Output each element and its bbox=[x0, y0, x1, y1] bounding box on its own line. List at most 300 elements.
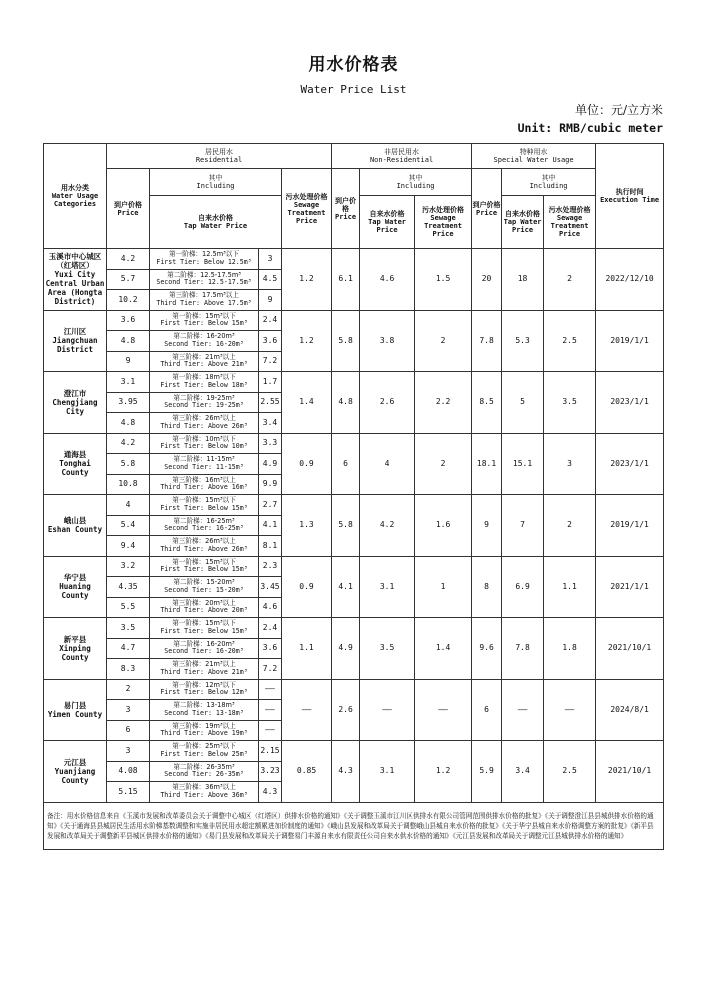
special-tap-header-en: Tap Water Price bbox=[503, 218, 542, 234]
special-tap-price: 7.8 bbox=[502, 618, 544, 680]
res-sewage-header bbox=[282, 169, 332, 249]
tier-range bbox=[150, 700, 259, 721]
nonres-sewage-price: 1.6 bbox=[415, 495, 472, 557]
tier-price: 2 bbox=[107, 679, 150, 700]
tier-price: 3.1 bbox=[107, 372, 150, 393]
nonres-price: 2.6 bbox=[332, 679, 360, 741]
tier-range bbox=[150, 659, 259, 680]
tier-range-en: Third Tier: Above 17.5m³ bbox=[156, 298, 252, 307]
tier-price: 3.95 bbox=[107, 392, 150, 413]
tier-range bbox=[150, 761, 259, 782]
special-sewage-price: 2 bbox=[544, 249, 596, 311]
nonres-price: 5.8 bbox=[332, 310, 360, 372]
tier-range-en: First Tier: Below 10m³ bbox=[160, 442, 248, 451]
tier-range-en: Third Tier: Above 20m³ bbox=[160, 606, 248, 615]
special-tap-price: —— bbox=[502, 679, 544, 741]
tier-tap-price: 8.1 bbox=[259, 536, 282, 557]
tier-tap-price: 1.7 bbox=[259, 372, 282, 393]
tier-range-cn: 第一阶梯：15m³以下 bbox=[172, 496, 236, 505]
special-including-header-cn: 其中 bbox=[541, 174, 556, 182]
region-name-cn: 通海县 bbox=[63, 450, 87, 460]
special-sewage-price: 2 bbox=[544, 495, 596, 557]
tier-tap-price: 9.9 bbox=[259, 474, 282, 495]
page-subtitle: Water Price List bbox=[300, 83, 407, 96]
nonres-tap-price: 3.1 bbox=[360, 556, 415, 618]
region-name-en: Yimen County bbox=[47, 709, 103, 719]
tier-range-cn: 第二阶梯：12.5-17.5m³ bbox=[167, 270, 241, 279]
special-sewage-price: —— bbox=[544, 679, 596, 741]
special-header-en: Special Water Usage bbox=[493, 156, 574, 164]
tier-range bbox=[150, 331, 259, 352]
region-name bbox=[44, 433, 107, 495]
special-price-header-en: Price bbox=[476, 208, 498, 217]
special-tap-price: 5.3 bbox=[502, 310, 544, 372]
tier-range bbox=[150, 741, 259, 762]
nonresidential-header bbox=[332, 144, 472, 169]
tier-price: 3.2 bbox=[107, 556, 150, 577]
nonres-sewage-price: 2 bbox=[415, 433, 472, 495]
region-name-en: Yuanjiang County bbox=[54, 766, 96, 785]
region-name-en: Yuxi City Central Urban Area (Hongta District) bbox=[45, 270, 105, 307]
tier-price: 10.2 bbox=[107, 290, 150, 311]
tier-range-cn: 第三阶梯：26m³以上 bbox=[172, 414, 236, 423]
res-price-header bbox=[107, 169, 150, 249]
region-name-cn: 新平县 bbox=[63, 634, 87, 644]
execution-time: 2023/1/1 bbox=[596, 433, 664, 495]
special-tap-header-cn: 自来水价格 bbox=[505, 210, 541, 218]
nonres-sewage-price: 2 bbox=[415, 310, 472, 372]
tier-tap-price: 3.4 bbox=[259, 413, 282, 434]
special-price: 6 bbox=[472, 679, 502, 741]
special-price: 8 bbox=[472, 556, 502, 618]
tier-range bbox=[150, 290, 259, 311]
region-name bbox=[44, 372, 107, 434]
nonres-price: 4.9 bbox=[332, 618, 360, 680]
tier-range-cn: 第二阶梯：16-25m³ bbox=[173, 516, 235, 525]
execution-time-header bbox=[596, 144, 664, 249]
tier-range-en: First Tier: Below 15m³ bbox=[160, 565, 248, 574]
tier-price: 9 bbox=[107, 351, 150, 372]
nonres-price: 5.8 bbox=[332, 495, 360, 557]
special-price: 5.9 bbox=[472, 741, 502, 803]
tier-range-cn: 第一阶梯：15m³以下 bbox=[172, 619, 236, 628]
special-tap-price: 15.1 bbox=[502, 433, 544, 495]
tier-range bbox=[150, 556, 259, 577]
table-row bbox=[44, 433, 664, 454]
res-including-header-en: Including bbox=[196, 182, 235, 190]
special-price: 9.6 bbox=[472, 618, 502, 680]
special-price: 20 bbox=[472, 249, 502, 311]
region-name-en: Xinping County bbox=[59, 643, 91, 662]
nonres-tap-header-cn: 自来水价格 bbox=[369, 210, 405, 218]
category-header-en: Water Usage Categories bbox=[51, 192, 99, 208]
residential-header-en: Residential bbox=[195, 156, 243, 164]
tier-price: 9.4 bbox=[107, 536, 150, 557]
tier-range-en: Third Tier: Above 36m³ bbox=[160, 790, 248, 799]
tier-tap-price: 2.15 bbox=[259, 741, 282, 762]
tier-range-cn: 第三阶梯：20m³以上 bbox=[172, 598, 236, 607]
nonres-tap-price: 2.6 bbox=[360, 372, 415, 434]
res-sewage-price: 1.2 bbox=[282, 249, 332, 311]
nonres-tap-header bbox=[360, 196, 415, 249]
tier-price: 4.8 bbox=[107, 413, 150, 434]
tier-range-en: Second Tier: 16-25m³ bbox=[164, 524, 244, 533]
special-price: 9 bbox=[472, 495, 502, 557]
nonres-sewage-price: 1.2 bbox=[415, 741, 472, 803]
tier-range-en: First Tier: Below 15m³ bbox=[160, 319, 248, 328]
nonres-sewage-price: 2.2 bbox=[415, 372, 472, 434]
tier-price: 5.7 bbox=[107, 269, 150, 290]
nonres-tap-price: 3.1 bbox=[360, 741, 415, 803]
special-header-cn: 特种用水 bbox=[519, 148, 548, 156]
tier-price: 4.35 bbox=[107, 577, 150, 598]
special-tap-price: 5 bbox=[502, 372, 544, 434]
tier-range-en: Second Tier: 11-15m³ bbox=[164, 462, 244, 471]
nonres-price: 6 bbox=[332, 433, 360, 495]
res-sewage-header-cn: 污水处理价格 bbox=[285, 192, 328, 201]
tier-tap-price: 3.23 bbox=[259, 761, 282, 782]
nonres-sewage-price: 1.4 bbox=[415, 618, 472, 680]
tier-range-cn: 第一阶梯：15m³以下 bbox=[172, 311, 236, 320]
tier-range-en: Second Tier: 19-25m³ bbox=[164, 401, 244, 410]
tier-range-en: Second Tier: 26-35m³ bbox=[164, 770, 244, 779]
tier-range bbox=[150, 577, 259, 598]
region-name bbox=[44, 741, 107, 803]
tier-range-en: Second Tier: 15-20m³ bbox=[164, 585, 244, 594]
tier-price: 5.5 bbox=[107, 597, 150, 618]
tier-tap-price: 2.55 bbox=[259, 392, 282, 413]
tier-range-en: First Tier: Below 12.5m³ bbox=[156, 257, 252, 266]
nonres-price: 6.1 bbox=[332, 249, 360, 311]
tier-range-en: First Tier: Below 25m³ bbox=[160, 749, 248, 758]
tier-price: 3 bbox=[107, 741, 150, 762]
tier-tap-price: 3.6 bbox=[259, 331, 282, 352]
tier-range-en: Second Tier: 16-20m³ bbox=[164, 339, 244, 348]
residential-header-cn: 居民用水 bbox=[205, 148, 234, 156]
res-tap-header bbox=[150, 196, 282, 249]
nonres-tap-price: 4.6 bbox=[360, 249, 415, 311]
tier-range bbox=[150, 638, 259, 659]
tier-range-cn: 第二阶梯：15-20m³ bbox=[173, 578, 235, 587]
special-tap-header bbox=[502, 196, 544, 249]
region-name-cn: 华宁县 bbox=[63, 573, 87, 583]
special-sewage-header-cn: 污水处理价格 bbox=[548, 206, 591, 214]
special-header bbox=[472, 144, 596, 169]
tier-price: 4 bbox=[107, 495, 150, 516]
category-header bbox=[44, 144, 107, 249]
nonresidential-header-en: Non-Residential bbox=[369, 156, 434, 164]
res-sewage-price: 0.85 bbox=[282, 741, 332, 803]
tier-price: 8.3 bbox=[107, 659, 150, 680]
execution-time: 2019/1/1 bbox=[596, 495, 664, 557]
region-name-en: Jiangchuan District bbox=[52, 336, 98, 355]
special-price-header bbox=[472, 169, 502, 249]
tier-range-en: Third Tier: Above 21m³ bbox=[160, 360, 248, 369]
execution-time: 2021/1/1 bbox=[596, 556, 664, 618]
tier-range bbox=[150, 515, 259, 536]
nonres-tap-price: 3.5 bbox=[360, 618, 415, 680]
table-row bbox=[44, 741, 664, 762]
region-name bbox=[44, 249, 107, 311]
special-tap-price: 18 bbox=[502, 249, 544, 311]
tier-tap-price: 3.3 bbox=[259, 433, 282, 454]
nonres-price: 4.3 bbox=[332, 741, 360, 803]
nonres-price: 4.8 bbox=[332, 372, 360, 434]
tier-tap-price: —— bbox=[259, 679, 282, 700]
execution-time: 2021/10/1 bbox=[596, 618, 664, 680]
special-tap-price: 6.9 bbox=[502, 556, 544, 618]
tier-price: 3 bbox=[107, 700, 150, 721]
tier-range-en: Third Tier: Above 16m³ bbox=[160, 483, 248, 492]
nonres-tap-price: 4 bbox=[360, 433, 415, 495]
tier-tap-price: 7.2 bbox=[259, 351, 282, 372]
water-price-table bbox=[43, 143, 664, 850]
special-including-header bbox=[502, 169, 596, 196]
special-tap-price: 3.4 bbox=[502, 741, 544, 803]
tier-range bbox=[150, 269, 259, 290]
tier-range bbox=[150, 454, 259, 475]
tier-range bbox=[150, 474, 259, 495]
tier-range-cn: 第一阶梯：25m³以下 bbox=[172, 742, 236, 751]
region-name-en: Eshan County bbox=[47, 525, 103, 535]
tier-tap-price: 2.3 bbox=[259, 556, 282, 577]
tier-range-en: First Tier: Below 18m³ bbox=[160, 380, 248, 389]
tier-price: 5.4 bbox=[107, 515, 150, 536]
tier-tap-price: 4.1 bbox=[259, 515, 282, 536]
tier-price: 4.2 bbox=[107, 249, 150, 270]
nonres-tap-price: 3.8 bbox=[360, 310, 415, 372]
res-sewage-header-en: Sewage Treatment Price bbox=[287, 200, 326, 225]
tier-tap-price: —— bbox=[259, 720, 282, 741]
tier-range-en: First Tier: Below 15m³ bbox=[160, 626, 248, 635]
tier-range-en: Second Tier: 13-18m³ bbox=[164, 708, 244, 717]
tier-price: 3.5 bbox=[107, 618, 150, 639]
region-name-cn: 江川区 bbox=[63, 327, 87, 337]
tier-tap-price: 2.4 bbox=[259, 618, 282, 639]
nonres-price-header-en: Price bbox=[335, 212, 357, 221]
tier-range bbox=[150, 597, 259, 618]
tier-tap-price: 7.2 bbox=[259, 659, 282, 680]
tier-range bbox=[150, 495, 259, 516]
tier-price: 5.15 bbox=[107, 782, 150, 803]
res-sewage-price: 1.1 bbox=[282, 618, 332, 680]
tier-price: 4.2 bbox=[107, 433, 150, 454]
region-name bbox=[44, 679, 107, 741]
tier-range bbox=[150, 413, 259, 434]
execution-time: 2023/1/1 bbox=[596, 372, 664, 434]
tier-range-en: First Tier: Below 15m³ bbox=[160, 503, 248, 512]
region-name bbox=[44, 495, 107, 557]
tier-range bbox=[150, 536, 259, 557]
special-sewage-price: 3.5 bbox=[544, 372, 596, 434]
table-row bbox=[44, 495, 664, 516]
tier-range-cn: 第二阶梯：16-20m³ bbox=[173, 332, 235, 341]
res-sewage-price: 1.2 bbox=[282, 310, 332, 372]
region-name-en: Tonghai County bbox=[59, 459, 91, 478]
execution-time: 2019/1/1 bbox=[596, 310, 664, 372]
table-row bbox=[44, 249, 664, 270]
tier-range-en: Second Tier: 12.5-17.5m³ bbox=[156, 278, 252, 287]
special-sewage-price: 3 bbox=[544, 433, 596, 495]
table-row bbox=[44, 556, 664, 577]
special-tap-price: 7 bbox=[502, 495, 544, 557]
nonres-tap-price: —— bbox=[360, 679, 415, 741]
special-sewage-header-en: Sewage Treatment Price bbox=[550, 214, 589, 238]
nonres-including-header bbox=[360, 169, 472, 196]
special-sewage-header bbox=[544, 196, 596, 249]
nonres-including-header-cn: 其中 bbox=[408, 174, 423, 182]
special-sewage-price: 1.1 bbox=[544, 556, 596, 618]
tier-tap-price: 3 bbox=[259, 249, 282, 270]
tier-range-cn: 第二阶梯：19-25m³ bbox=[173, 393, 235, 402]
res-sewage-price: 1.3 bbox=[282, 495, 332, 557]
category-header-cn: 用水分类 bbox=[61, 184, 89, 192]
region-name-cn: 易门县 bbox=[63, 700, 87, 710]
tier-range bbox=[150, 782, 259, 803]
region-name-en: Chengjiang City bbox=[52, 397, 98, 416]
nonres-price: 4.1 bbox=[332, 556, 360, 618]
region-name bbox=[44, 618, 107, 680]
nonres-price-header-cn: 到户价格 bbox=[335, 196, 357, 213]
execution-time-header-cn: 执行时间 bbox=[615, 188, 644, 196]
res-including-header-cn: 其中 bbox=[208, 174, 223, 182]
tier-range-cn: 第三阶梯：19m³以上 bbox=[172, 721, 236, 730]
tier-tap-price: 4.5 bbox=[259, 269, 282, 290]
tier-tap-price: 4.9 bbox=[259, 454, 282, 475]
nonres-tap-header-en: Tap Water Price bbox=[368, 218, 407, 234]
residential-header bbox=[107, 144, 332, 169]
res-sewage-price: 0.9 bbox=[282, 556, 332, 618]
res-price-header-en: Price bbox=[117, 208, 139, 217]
tier-tap-price: —— bbox=[259, 700, 282, 721]
tier-range-cn: 第一阶梯：12m³以下 bbox=[172, 680, 236, 689]
tier-tap-price: 3.45 bbox=[259, 577, 282, 598]
source-note: 备注：用水价格信息来自《玉溪市发展和改革委员会关于调整中心城区（红塔区）供排水价格的通知》《关于调整玉溪市江川区供排水有限公司管网范围供排水价格的批复》《关于调整澄江县县城供排水价格的通知》《关于通海县县城居民生活用水阶梯基数调整和实施非居民用水超定额累进加价制度的通知》《峨山县发展和改革局关于调整峨山县城自来水价格的批复》《关于华宁县城自来水价格调整方案的批复》《新平县发展和改革局关于调整新平县城区供排水价格的通知》《易门县发展和改革局关于调整易门丰源自来水有限责任公司自来水供水价格的通知》《元江县发展和改革局关于调整元江县城供排水价格的通知》 bbox=[44, 802, 664, 849]
tier-range bbox=[150, 372, 259, 393]
tier-price: 4.8 bbox=[107, 331, 150, 352]
tier-range bbox=[150, 679, 259, 700]
tier-range-en: Third Tier: Above 19m³ bbox=[160, 729, 248, 738]
region-name-cn: 玉溪市中心城区（红塔区） bbox=[48, 252, 102, 271]
tier-range bbox=[150, 249, 259, 270]
nonres-sewage-price: 1 bbox=[415, 556, 472, 618]
tier-range-cn: 第一阶梯：10m³以下 bbox=[172, 434, 236, 443]
table-row bbox=[44, 310, 664, 331]
tier-range-cn: 第二阶梯：26-35m³ bbox=[173, 762, 235, 771]
special-price-header-cn: 到户价格 bbox=[472, 200, 501, 209]
res-including-header bbox=[150, 169, 282, 196]
execution-time: 2022/12/10 bbox=[596, 249, 664, 311]
tier-range-cn: 第二阶梯：13-18m³ bbox=[173, 701, 235, 710]
execution-time: 2021/10/1 bbox=[596, 741, 664, 803]
tier-range bbox=[150, 310, 259, 331]
nonres-sewage-price: —— bbox=[415, 679, 472, 741]
tier-tap-price: 9 bbox=[259, 290, 282, 311]
tier-range-en: Second Tier: 16-20m³ bbox=[164, 647, 244, 656]
note-row bbox=[44, 802, 664, 849]
tier-range-en: Third Tier: Above 26m³ bbox=[160, 544, 248, 553]
tier-tap-price: 4.3 bbox=[259, 782, 282, 803]
special-sewage-price: 2.5 bbox=[544, 310, 596, 372]
tier-range-cn: 第一阶梯：18m³以下 bbox=[172, 373, 236, 382]
region-name-cn: 澄江市 bbox=[63, 388, 87, 398]
tier-range bbox=[150, 351, 259, 372]
table-row bbox=[44, 618, 664, 639]
tier-range-cn: 第三阶梯：21m³以上 bbox=[172, 660, 236, 669]
res-sewage-price: 0.9 bbox=[282, 433, 332, 495]
tier-range-cn: 第三阶梯：21m³以上 bbox=[172, 352, 236, 361]
page-title: 用水价格表 bbox=[308, 55, 399, 75]
special-price: 7.8 bbox=[472, 310, 502, 372]
nonres-sewage-header-en: Sewage Treatment Price bbox=[424, 214, 463, 238]
tier-range bbox=[150, 433, 259, 454]
nonres-tap-price: 4.2 bbox=[360, 495, 415, 557]
res-tap-header-en: Tap Water Price bbox=[183, 222, 248, 230]
region-name-cn: 峨山县 bbox=[63, 516, 87, 526]
tier-price: 10.8 bbox=[107, 474, 150, 495]
tier-price: 4.7 bbox=[107, 638, 150, 659]
tier-range-en: Third Tier: Above 21m³ bbox=[160, 667, 248, 676]
nonres-price-header bbox=[332, 169, 360, 249]
execution-time-header-en: Execution Time bbox=[600, 196, 660, 204]
unit-label-en: Unit: RMB/cubic meter bbox=[517, 121, 663, 135]
tier-range-cn: 第二阶梯：11-15m³ bbox=[173, 455, 235, 464]
special-price: 8.5 bbox=[472, 372, 502, 434]
res-sewage-price: 1.4 bbox=[282, 372, 332, 434]
tier-range-cn: 第三阶梯：16m³以上 bbox=[172, 475, 236, 484]
tier-range-cn: 第二阶梯：16-20m³ bbox=[173, 639, 235, 648]
tier-price: 5.8 bbox=[107, 454, 150, 475]
res-sewage-price: —— bbox=[282, 679, 332, 741]
table-row bbox=[44, 679, 664, 700]
nonres-including-header-en: Including bbox=[396, 182, 435, 190]
tier-range-cn: 第一阶梯：12.5m³以下 bbox=[169, 250, 239, 259]
tier-range-cn: 第三阶梯：36m³以上 bbox=[172, 783, 236, 792]
tier-price: 6 bbox=[107, 720, 150, 741]
region-name bbox=[44, 556, 107, 618]
unit-label-cn: 单位：元/立方米 bbox=[574, 103, 663, 117]
special-sewage-price: 1.8 bbox=[544, 618, 596, 680]
tier-range-en: First Tier: Below 12m³ bbox=[160, 688, 248, 697]
nonresidential-header-cn: 非居民用水 bbox=[384, 148, 420, 156]
tier-tap-price: 2.4 bbox=[259, 310, 282, 331]
tier-price: 4.08 bbox=[107, 761, 150, 782]
tier-price: 3.6 bbox=[107, 310, 150, 331]
tier-tap-price: 4.6 bbox=[259, 597, 282, 618]
special-sewage-price: 2.5 bbox=[544, 741, 596, 803]
region-name bbox=[44, 310, 107, 372]
nonres-sewage-header bbox=[415, 196, 472, 249]
region-name-en: Huaning County bbox=[59, 582, 91, 601]
tier-range-cn: 第三阶梯：17.5m³以上 bbox=[169, 291, 239, 300]
nonres-sewage-price: 1.5 bbox=[415, 249, 472, 311]
tier-range bbox=[150, 392, 259, 413]
execution-time: 2024/8/1 bbox=[596, 679, 664, 741]
special-including-header-en: Including bbox=[529, 182, 568, 190]
res-tap-header-cn: 自来水价格 bbox=[198, 214, 233, 222]
tier-range bbox=[150, 618, 259, 639]
table-row bbox=[44, 372, 664, 393]
tier-range-en: Third Tier: Above 26m³ bbox=[160, 421, 248, 430]
tier-range-cn: 第一阶梯：15m³以下 bbox=[172, 557, 236, 566]
region-name-cn: 元江县 bbox=[63, 757, 87, 767]
special-price: 18.1 bbox=[472, 433, 502, 495]
tier-range-cn: 第三阶梯：26m³以上 bbox=[172, 537, 236, 546]
tier-tap-price: 3.6 bbox=[259, 638, 282, 659]
tier-range bbox=[150, 720, 259, 741]
nonres-sewage-header-cn: 污水处理价格 bbox=[422, 206, 465, 214]
tier-tap-price: 2.7 bbox=[259, 495, 282, 516]
